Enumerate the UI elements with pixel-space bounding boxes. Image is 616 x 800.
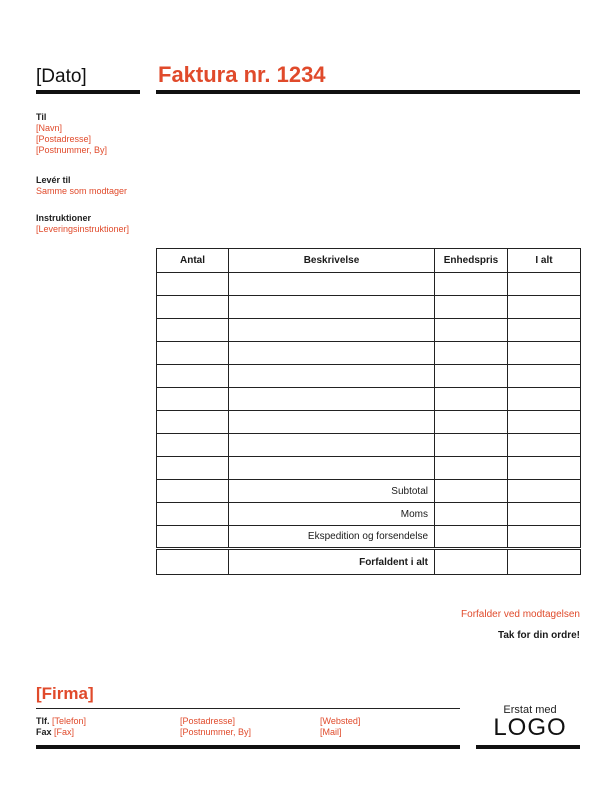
vat-value-cell[interactable] — [508, 503, 581, 526]
table-row — [157, 273, 581, 296]
subtotal-spacer-cell — [435, 480, 508, 503]
description-cell[interactable] — [229, 365, 435, 388]
table-row — [157, 319, 581, 342]
shipping-spacer-cell — [435, 526, 508, 549]
total-label: Forfaldent i alt — [229, 549, 435, 575]
quantity-cell[interactable] — [157, 434, 229, 457]
due-note: Forfalder ved modtagelsen — [461, 609, 580, 620]
line-total-cell[interactable] — [508, 365, 581, 388]
phone-label: Tlf. — [36, 716, 50, 726]
table-row — [157, 296, 581, 319]
recipient-postal: [Postnummer, By] — [36, 145, 108, 155]
fax-label: Fax — [36, 727, 52, 737]
quantity-cell[interactable] — [157, 273, 229, 296]
subtotal-label: Subtotal — [229, 480, 435, 503]
shipping-row — [157, 526, 581, 549]
line-total-cell[interactable] — [508, 434, 581, 457]
footer-bottom-bar — [36, 745, 460, 749]
footer-thin-rule — [36, 708, 460, 709]
footer-online — [320, 716, 360, 738]
unit-price-cell[interactable] — [435, 457, 508, 480]
subtotal-row — [157, 480, 581, 503]
quantity-cell[interactable] — [157, 342, 229, 365]
line-total-cell[interactable] — [508, 319, 581, 342]
table-header-row — [157, 249, 581, 273]
vat-label: Moms — [229, 503, 435, 526]
instructions-block — [36, 212, 129, 235]
table-row — [157, 457, 581, 480]
description-cell[interactable] — [229, 296, 435, 319]
footer-address — [180, 716, 251, 738]
line-total-cell[interactable] — [508, 388, 581, 411]
col-header-quantity: Antal — [157, 249, 229, 273]
recipient-address: [Postadresse] — [36, 134, 92, 144]
instructions-value: [Leveringsinstruktioner] — [36, 224, 130, 234]
recipient-block — [36, 111, 107, 156]
date-underline — [36, 90, 140, 94]
line-total-cell[interactable] — [508, 457, 581, 480]
unit-price-cell[interactable] — [435, 273, 508, 296]
table-row — [157, 365, 581, 388]
table-row — [157, 411, 581, 434]
total-row — [157, 549, 581, 575]
empty-cell — [157, 503, 229, 526]
invoice-items-table — [156, 248, 581, 575]
footer-website: [Websted] — [320, 716, 361, 726]
unit-price-cell[interactable] — [435, 434, 508, 457]
shipping-label: Ekspedition og forsendelse — [229, 526, 435, 549]
description-cell[interactable] — [229, 273, 435, 296]
col-header-description: Beskrivelse — [229, 249, 435, 273]
empty-cell — [157, 549, 229, 575]
description-cell[interactable] — [229, 388, 435, 411]
line-total-cell[interactable] — [508, 342, 581, 365]
delivery-block — [36, 174, 127, 197]
unit-price-cell[interactable] — [435, 365, 508, 388]
instructions-label: Instruktioner — [36, 213, 92, 223]
unit-price-cell[interactable] — [435, 342, 508, 365]
total-spacer-cell — [435, 549, 508, 575]
line-total-cell[interactable] — [508, 296, 581, 319]
invoice-date: [Dato] — [36, 66, 87, 87]
subtotal-value-cell[interactable] — [508, 480, 581, 503]
col-header-line-total: I alt — [508, 249, 581, 273]
recipient-label: Til — [36, 112, 47, 122]
delivery-label: Levér til — [36, 175, 71, 185]
footer-mail: [Mail] — [320, 727, 342, 737]
logo-caption: Erstat med — [503, 704, 557, 716]
empty-cell — [157, 480, 229, 503]
unit-price-cell[interactable] — [435, 296, 508, 319]
footer-postal-line: [Postnummer, By] — [180, 727, 252, 737]
description-cell[interactable] — [229, 457, 435, 480]
description-cell[interactable] — [229, 434, 435, 457]
shipping-value-cell[interactable] — [508, 526, 581, 549]
footer-address-line: [Postadresse] — [180, 716, 236, 726]
line-total-cell[interactable] — [508, 411, 581, 434]
unit-price-cell[interactable] — [435, 388, 508, 411]
phone-value: [Telefon] — [52, 716, 87, 726]
unit-price-cell[interactable] — [435, 319, 508, 342]
firm-name: [Firma] — [36, 684, 94, 703]
total-value-cell[interactable] — [508, 549, 581, 575]
vat-spacer-cell — [435, 503, 508, 526]
quantity-cell[interactable] — [157, 296, 229, 319]
delivery-value: Samme som modtager — [36, 186, 128, 196]
description-cell[interactable] — [229, 319, 435, 342]
recipient-name: [Navn] — [36, 123, 63, 133]
quantity-cell[interactable] — [157, 319, 229, 342]
title-underline — [156, 90, 580, 94]
quantity-cell[interactable] — [157, 411, 229, 434]
quantity-cell[interactable] — [157, 365, 229, 388]
description-cell[interactable] — [229, 342, 435, 365]
quantity-cell[interactable] — [157, 457, 229, 480]
table-row — [157, 388, 581, 411]
vat-row — [157, 503, 581, 526]
line-total-cell[interactable] — [508, 273, 581, 296]
col-header-unit-price: Enhedspris — [435, 249, 508, 273]
table-row — [157, 434, 581, 457]
logo-text: LOGO — [493, 714, 567, 741]
quantity-cell[interactable] — [157, 388, 229, 411]
table-row — [157, 342, 581, 365]
empty-cell — [157, 526, 229, 549]
description-cell[interactable] — [229, 411, 435, 434]
logo-placeholder[interactable] — [480, 704, 580, 742]
unit-price-cell[interactable] — [435, 411, 508, 434]
footer-contact — [36, 716, 86, 738]
logo-underline — [476, 745, 580, 749]
thanks-note: Tak for din ordre! — [497, 630, 580, 641]
fax-value: [Fax] — [54, 727, 75, 737]
invoice-title: Faktura nr. 1234 — [158, 62, 326, 87]
